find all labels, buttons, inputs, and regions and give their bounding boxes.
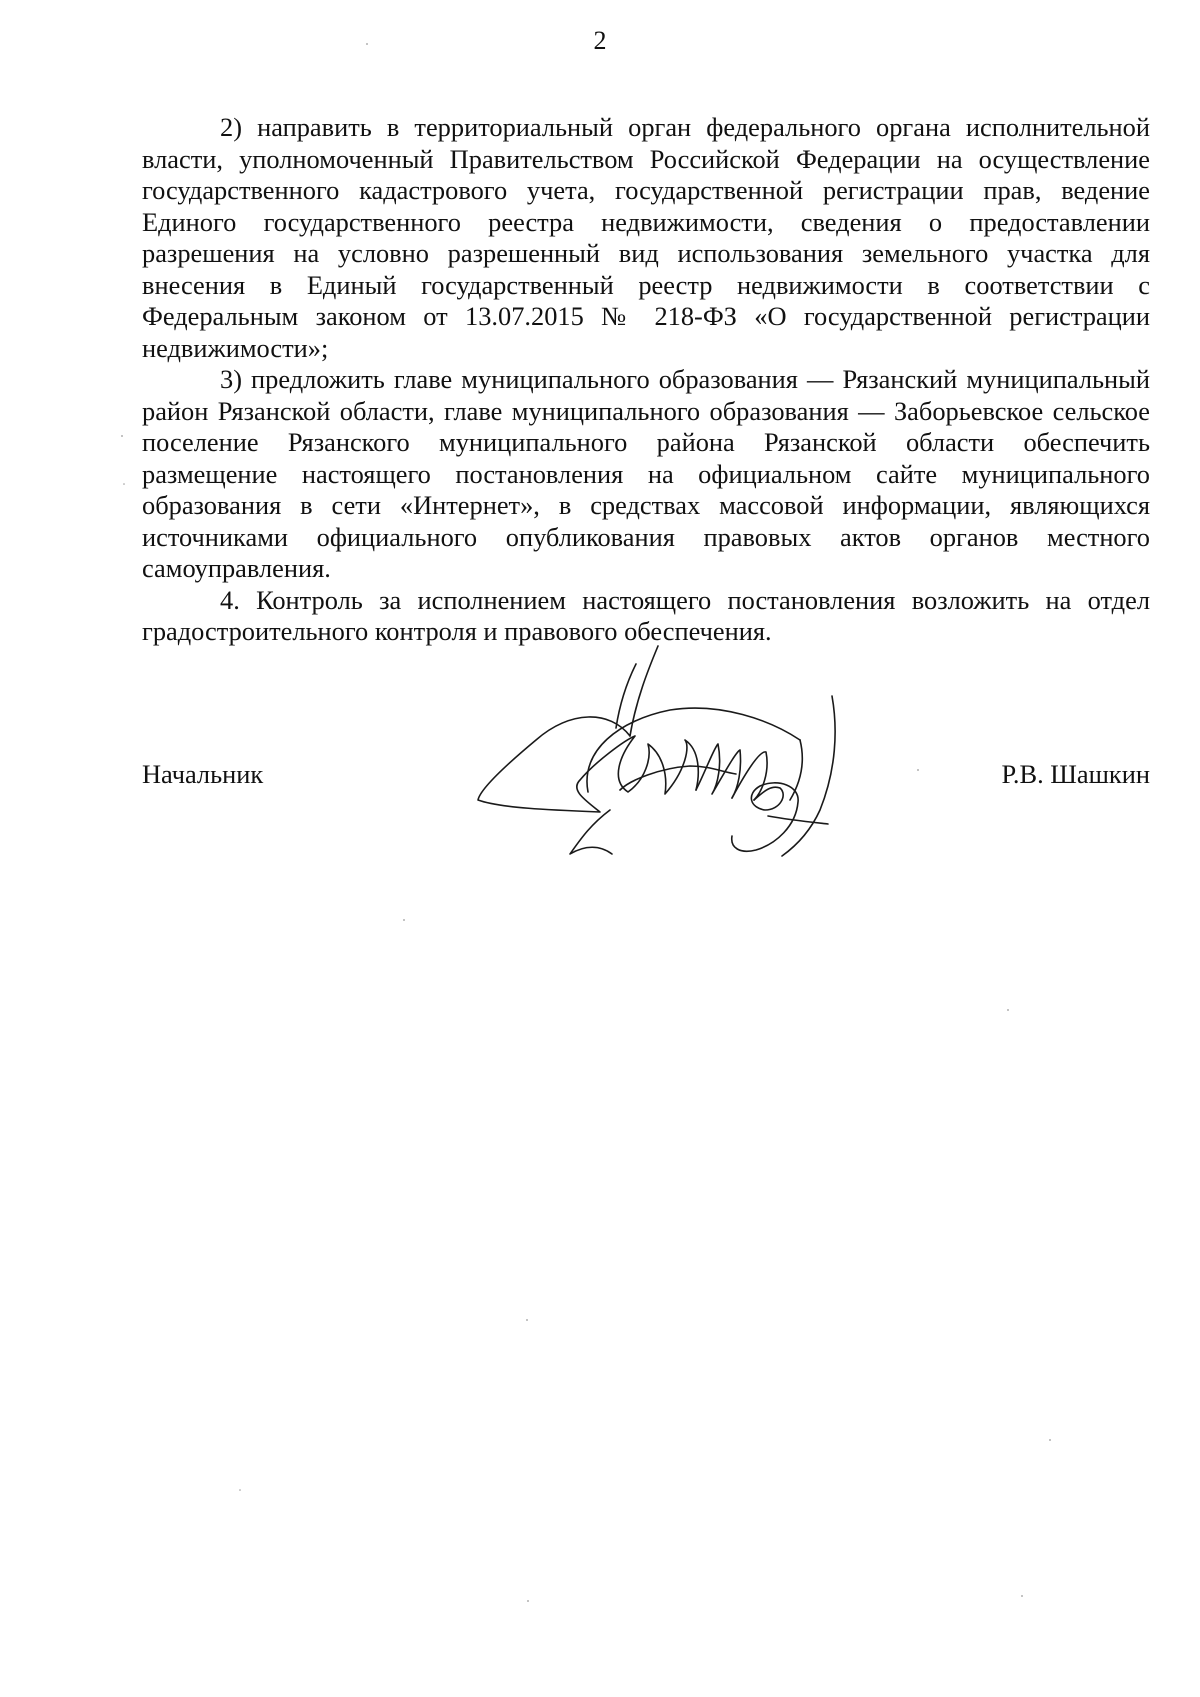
signer-position: Начальник	[142, 759, 264, 789]
paragraph-item-4: 4. Контроль за исполнением настоящего постановления возложить на отдел градостроительного контроля и правового обеспечения.	[142, 584, 1150, 646]
document-body	[142, 112, 1150, 648]
signer-name: Р.В. Шашкин	[1001, 759, 1150, 789]
paragraph-item-3: 3) предложить главе муниципального образования — Рязанский муниципальный район Рязанской области, главе муниципального образования — Заборьевское сельское поселение Рязанского муниципального района Рязанской области обеспечить размещение настоящего постановления на официальном сайте муниципального образования в сети «Интернет», в средствах массовой информации, являющихся источниками официального опубликования правовых актов органов местного самоуправления.	[142, 364, 1150, 583]
page-number: 2	[593, 26, 607, 55]
handwritten-signature	[460, 640, 880, 880]
paragraph-item-2: 2) направить в территориальный орган федерального органа исполнительной власти, уполномоченный Правительством Российской Федерации на осуществление государственного кадастрового учета, государственной регистрации прав, ведение Единого государственного реестра недвижимости, сведения о предоставлении разрешения на условно разрешенный вид использования земельного участка для внесения в Единый государственный реестр недвижимости в соответствии с Федеральным законом от 13.07.2015 № 218-ФЗ «О государственной регистрации недвижимости»;	[142, 112, 1150, 363]
